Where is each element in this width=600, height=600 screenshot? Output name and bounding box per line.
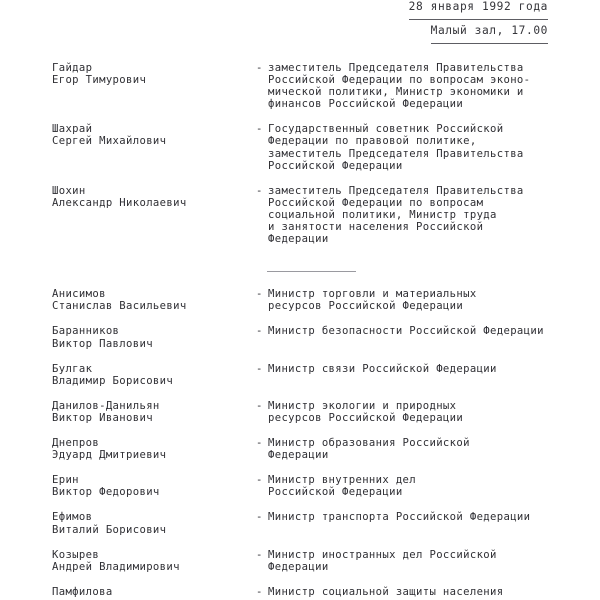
entry-official-name [52,123,252,147]
entry-name-line: Гайдар [52,62,93,74]
entry-name-line: Шохин [52,184,86,197]
entry-desc-line: Министр экологии и природных [268,399,457,412]
entry-row [0,363,600,387]
entry-dash-separator: - [256,399,263,412]
entry-official-name [52,437,252,461]
entry-row [0,62,600,110]
entry-name-line: Баранников [52,325,120,338]
entry-dash-separator: - [256,474,263,487]
entry-row [0,288,600,312]
entry-dash-separator: - [256,511,263,524]
entry-name-line: Виталий Борисович [52,523,167,536]
entry-official-name [52,288,252,312]
entry-desc-line: мической политики, Министр экономики и [268,86,524,99]
entry-name-line: Козырев [52,548,100,561]
entry-name-line: Владимир Борисович [52,374,174,387]
entry-desc-line: Министр социальной защиты населения [268,585,504,598]
entry-desc-line: Федерации [268,233,329,246]
entry-position-description [268,288,588,312]
entry-name-line: Памфилова [52,585,113,598]
entry-name-line: Данилов-Данильян [52,399,160,412]
entry-position-description [268,62,588,110]
entry-desc-line: Федерации по правовой политике, [268,135,477,148]
entry-row [0,325,600,349]
entry-official-name [52,511,252,535]
entry-desc-line: Министр транспорта Российской Федерации [268,511,531,524]
entry-position-description [268,325,588,337]
entry-dash-separator: - [256,548,263,561]
header-venue-line [0,20,548,44]
entry-name-line: Виктор Федорович [52,486,160,499]
entry-name-line: Эдуард Дмитриевич [52,449,167,462]
entry-position-description [268,511,588,523]
entry-official-name [52,62,252,86]
entry-position-description [268,549,588,573]
entry-official-name [52,586,252,598]
entry-desc-line: заместитель Председателя Правительства [268,147,524,160]
entry-official-name [52,549,252,573]
entry-dash-separator: - [256,123,263,136]
entry-desc-line: заместитель Председателя Правительства [268,184,524,197]
entry-position-description [268,474,588,498]
entry-name-line: Виктор Павлович [52,337,153,350]
header-venue-text: Малый зал, 17.00 [431,20,548,44]
entry-dash-separator: - [256,437,263,450]
entry-dash-separator: - [256,325,263,338]
entry-official-name [52,185,252,209]
entry-position-description [268,400,588,424]
document-header [0,0,600,44]
entry-desc-line: Министр торговли и материальных [268,288,477,301]
entry-desc-line: Министр образования Российской [268,437,470,450]
entry-row [0,549,600,573]
section-divider-area [0,258,600,288]
entry-desc-line: Российской Федерации по вопросам [268,196,484,209]
entry-name-line: Ерин [52,474,79,487]
entry-official-name [52,400,252,424]
entry-official-name [52,474,252,498]
entry-desc-line: Министр внутренних дел [268,474,417,487]
entry-row [0,437,600,461]
entry-name-line: Виктор Иванович [52,411,153,424]
entry-name-line: Сергей Михайлович [52,135,167,148]
entry-desc-line: Российской Федерации [268,486,403,499]
entry-row [0,586,600,598]
entry-row [0,123,600,171]
entry-name-line: Шахрай [52,123,93,136]
entry-desc-line: Федерации [268,449,329,462]
entry-name-line: Андрей Владимирович [52,560,180,573]
section-divider-line [267,271,356,272]
entry-desc-line: Российской Федерации [268,159,403,172]
entry-desc-line: социальной политики, Министр труда [268,208,497,221]
entry-desc-line: Российской Федерации по вопросам эконо- [268,74,531,87]
entry-desc-line: Федерации [268,560,329,573]
entry-desc-line: Министр безопасности Российской Федерации [268,325,544,338]
entry-desc-line: заместитель Председателя Правительства [268,62,524,74]
entry-desc-line: Государственный советник Российской [268,123,504,136]
entry-row [0,474,600,498]
entry-dash-separator: - [256,288,263,301]
entry-name-line: Булгак [52,362,93,375]
entry-row [0,185,600,246]
header-date-text: 28 января 1992 года [409,0,548,20]
entry-official-name [52,325,252,349]
entry-name-line: Ефимов [52,511,93,524]
entry-desc-line: ресурсов Российской Федерации [268,411,464,424]
entry-position-description [268,586,588,598]
entry-dash-separator: - [256,362,263,375]
entry-dash-separator: - [256,585,263,598]
entry-name-line: Станислав Васильевич [52,300,187,313]
entry-position-description [268,123,588,171]
entry-name-line: Александр Николаевич [52,196,187,209]
entry-desc-line: и занятости населения Российской [268,221,484,234]
entry-dash-separator: - [256,62,263,74]
entry-desc-line: Министр связи Российской Федерации [268,362,497,375]
entry-desc-line: ресурсов Российской Федерации [268,300,464,313]
entry-official-name [52,363,252,387]
entry-name-line: Анисимов [52,288,106,301]
entry-list [0,62,600,600]
entry-desc-line: Министр иностранных дел Российской [268,548,497,561]
entry-dash-separator: - [256,184,263,197]
entry-position-description [268,363,588,375]
header-date-line [0,0,548,20]
entry-row [0,400,600,424]
entry-desc-line: финансов Российской Федерации [268,98,464,111]
entry-position-description [268,437,588,461]
entry-name-line: Егор Тимурович [52,74,147,87]
entry-row [0,511,600,535]
entry-name-line: Днепров [52,437,100,450]
entry-position-description [268,185,588,245]
